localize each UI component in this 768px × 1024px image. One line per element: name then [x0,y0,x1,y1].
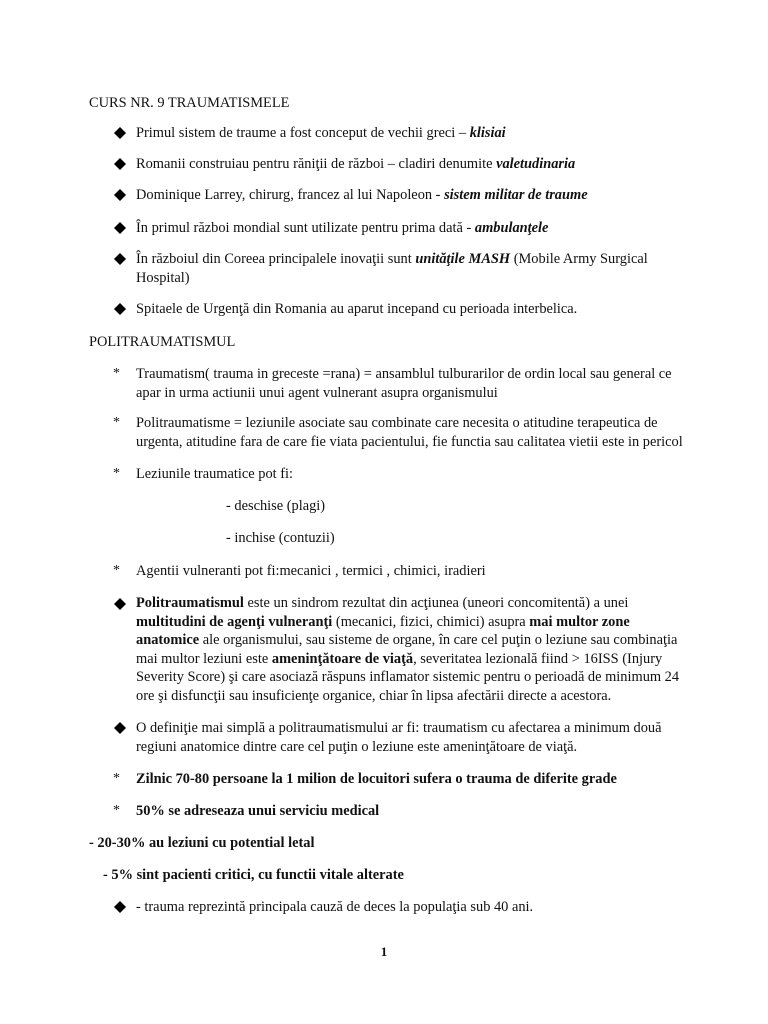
definition-item: Traumatism( trauma in greceste =rana) = ansamblul tulburarilor de ordin local sau general ce apar in urma actiunii unui agent vulnerant asupra organismului [136,366,672,401]
politraumatism-definition: Politraumatismul este un sindrom rezultat din acţiunea (uneori concomitentă) a unei multitudini de agenţi vulneranţi (mecanici, fizici, chimici) asupra mai multor zone anatomice ale organismului, sau sisteme de organe, în care cel puţin o leziune sau combinaţia mai multor leziuni este ameninţătoare de viaţă, severitatea lezională fiind > 16ISS (Injury Severity Score) şi care asociază răspuns inflamator sistemic pentru o perioadă de minimum 24 ore şi disfuncţii sau insuficienţe organice, chiar în lipsa afectării directe a acestora. [136,595,680,704]
diamond-bullet-icon [113,188,127,202]
asterisk-bullet-icon: * [113,415,120,430]
final-item: - trauma reprezintă principala cauză de deces la populaţia sub 40 ani. [136,899,534,915]
sub-item: - inchise (contuzii) [226,530,335,546]
sub-item: - deschise (plagi) [226,498,326,514]
diamond-bullet-icon [113,597,127,611]
definition-item: Agentii vulneranti pot fi:mecanici , termici , chimici, iradieri [136,563,486,579]
definition-item: Politraumatisme = leziunile asociate sau combinate care necesita o atitudine terapeutica de urgenta, atitudine fara de care fie viata pacientului, fie functia sau calitatea vietii este in pericol [136,415,683,450]
asterisk-bullet-icon: * [113,803,120,818]
statistic-item: - 20-30% au leziuni cu potential letal [89,835,315,851]
asterisk-bullet-icon: * [113,563,120,578]
section-title: POLITRAUMATISMUL [89,334,236,350]
page-number: 1 [380,944,388,959]
statistic-item: - 5% sint pacienti critici, cu functii vitale alterate [103,867,404,883]
history-item: În primul război mondial sunt utilizate pentru prima dată - ambulanţele [136,220,549,236]
diamond-bullet-icon [113,157,127,171]
definition-item: Leziunile traumatice pot fi: [136,466,294,482]
history-item: Dominique Larrey, chirurg, francez al lui Napoleon - sistem militar de traume [136,187,588,203]
asterisk-bullet-icon: * [113,466,120,481]
course-title: CURS NR. 9 TRAUMATISMELE [89,95,290,111]
asterisk-bullet-icon: * [113,771,120,786]
diamond-bullet-icon [113,126,127,140]
diamond-bullet-icon [113,252,127,266]
asterisk-bullet-icon: * [113,366,120,381]
diamond-bullet-icon [113,221,127,235]
statistic-item: 50% se adreseaza unui serviciu medical [136,803,380,819]
diamond-bullet-icon [113,302,127,316]
history-item: Primul sistem de traume a fost conceput de vechii greci – klisiai [136,125,506,141]
history-item: În războiul din Coreea principalele inovaţii sunt unităţile MASH (Mobile Army Surgical Hospital) [136,251,648,286]
statistic-item: Zilnic 70-80 persoane la 1 milion de locuitori sufera o trauma de diferite grade [136,771,617,787]
diamond-bullet-icon [113,721,127,735]
simple-definition: O definiţie mai simplă a politraumatismului ar fi: traumatism cu afectarea a minimum două regiuni anatomice dintre care cel puţin o leziune este ameninţătoare de viaţă. [136,720,662,755]
diamond-bullet-icon [113,900,127,914]
history-item: Spitaele de Urgenţă din Romania au aparut incepand cu perioada interbelica. [136,301,578,317]
history-item: Romanii construiau pentru răniţii de război – cladiri denumite valetudinaria [136,156,576,172]
